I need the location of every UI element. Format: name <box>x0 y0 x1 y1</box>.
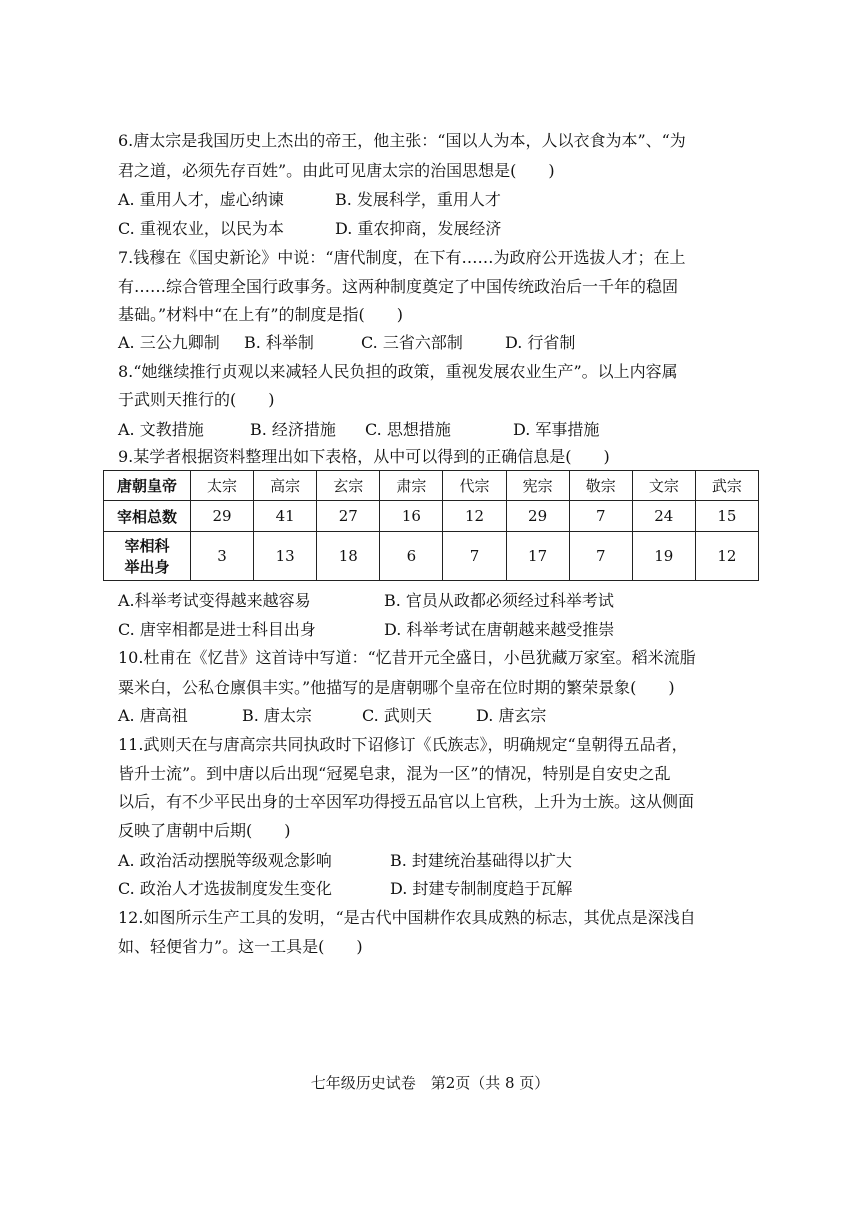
table-cell: 18 <box>317 532 380 581</box>
table-row <box>104 501 759 532</box>
q10-option-c[interactable]: C. 武则天 <box>362 706 432 725</box>
table-cell: 16 <box>380 501 443 532</box>
q8-option-c[interactable]: C. 思想措施 <box>365 420 451 439</box>
table-cell: 15 <box>695 501 758 532</box>
q7-stem-line3: 基础。”材料中“在上有”的制度是指( ) <box>118 305 404 324</box>
table-cell: 19 <box>632 532 695 581</box>
q8-options-row <box>118 420 599 440</box>
table-cell: 27 <box>317 501 380 532</box>
q6-option-b[interactable]: B. 发展科学，重用人才 <box>335 190 501 209</box>
table-cell: 12 <box>443 501 506 532</box>
table-cell: 6 <box>380 532 443 581</box>
q10-option-a[interactable]: A. 唐高祖 <box>118 706 188 725</box>
q7-option-d[interactable]: D. 行省制 <box>505 333 576 352</box>
table-header-cell: 敬宗 <box>569 471 632 501</box>
q8-stem-line2: 于武则天推行的( ) <box>118 390 275 409</box>
q7-option-b[interactable]: B. 科举制 <box>244 333 314 352</box>
table-cell: 12 <box>695 532 758 581</box>
q6-options-row1 <box>118 190 501 210</box>
table-cell: 29 <box>506 501 569 532</box>
table-header-cell: 代宗 <box>443 471 506 501</box>
q11-stem-line1: 11.武则天在与唐高宗共同执政时下诏修订《氏族志》，明确规定“皇朝得五品者， <box>118 735 688 754</box>
q11-stem-line4: 反映了唐朝中后期( ) <box>118 821 291 840</box>
table-cell: 7 <box>569 532 632 581</box>
table-cell: 7 <box>569 501 632 532</box>
table-row-label-line2: 举出身 <box>124 558 170 576</box>
q10-option-b[interactable]: B. 唐太宗 <box>242 706 312 725</box>
q10-stem-line2: 粟米白，公私仓廪俱丰实。”他描写的是唐朝哪个皇帝在位时期的繁荣景象( ) <box>118 678 675 697</box>
q7-stem-line1: 7.钱穆在《国史新论》中说：“唐代制度，在下有……为政府公开选拔人才；在上 <box>118 248 686 267</box>
q9-option-b[interactable]: B. 官员从政都必须经过科举考试 <box>384 591 614 610</box>
table-cell: 41 <box>254 501 317 532</box>
table-header-cell: 宪宗 <box>506 471 569 501</box>
q9-option-c[interactable]: C. 唐宰相都是进士科目出身 <box>118 620 316 639</box>
q11-option-a[interactable]: A. 政治活动摆脱等级观念影响 <box>118 851 332 870</box>
table-header-cell: 文宗 <box>632 471 695 501</box>
table-cell: 17 <box>506 532 569 581</box>
q10-options-row <box>118 706 546 726</box>
table-cell: 24 <box>632 501 695 532</box>
table-cell: 3 <box>191 532 254 581</box>
q11-stem-line3: 以后，有不少平民出身的士卒因军功得授五品官以上官秩，上升为士族。这从侧面 <box>118 792 695 811</box>
table-row-label-line1: 宰相科 <box>124 537 170 555</box>
table-cell: 7 <box>443 532 506 581</box>
table-row-label: 宰相总数 <box>104 501 191 532</box>
q11-options-row2 <box>118 879 572 899</box>
q6-stem-line1: 6.唐太宗是我国历史上杰出的帝王，他主张：“国以人为本，人以衣食为本”、“为 <box>118 131 686 150</box>
q8-stem-line1: 8.“她继续推行贞观以来减轻人民负担的政策，重视发展农业生产”。以上内容属 <box>118 362 678 381</box>
q9-options-row1 <box>118 591 614 611</box>
table-header-cell: 武宗 <box>695 471 758 501</box>
table-header-cell: 肃宗 <box>380 471 443 501</box>
q7-stem-line2: 有……综合管理全国行政事务。这两种制度奠定了中国传统政治后一千年的稳固 <box>118 277 679 296</box>
table-header-cell: 玄宗 <box>317 471 380 501</box>
q9-options-row2 <box>118 620 614 640</box>
q11-stem-line2: 皆升士流”。到中唐以后出现“冠冕皂隶，混为一区”的情况，特别是自安史之乱 <box>118 764 671 783</box>
q9-option-d[interactable]: D. 科举考试在唐朝越来越受推崇 <box>384 620 615 639</box>
q8-option-b[interactable]: B. 经济措施 <box>250 420 336 439</box>
q6-stem-line2: 君之道，必须先存百姓”。由此可见唐太宗的治国思想是( ) <box>118 161 555 180</box>
q6-options-row2 <box>118 219 501 239</box>
q12-stem-line1: 12.如图所示生产工具的发明，“是古代中国耕作农具成熟的标志，其优点是深浅自 <box>118 908 696 927</box>
q9-stem: 9.某学者根据资料整理出如下表格，从中可以得到的正确信息是( ) <box>118 447 610 466</box>
table-row <box>104 532 759 581</box>
q7-options-row <box>118 333 575 353</box>
table-cell: 29 <box>191 501 254 532</box>
q11-option-b[interactable]: B. 封建统治基础得以扩大 <box>390 851 572 870</box>
table-header-cell: 高宗 <box>254 471 317 501</box>
table-header-row <box>104 471 759 501</box>
chancellor-table <box>103 470 759 581</box>
q6-option-c[interactable]: C. 重视农业，以民为本 <box>118 219 284 238</box>
q9-option-a[interactable]: A.科举考试变得越来越容易 <box>118 591 311 610</box>
q8-option-a[interactable]: A. 文教措施 <box>118 420 204 439</box>
q7-option-c[interactable]: C. 三省六部制 <box>361 333 463 352</box>
table-header-cell: 太宗 <box>191 471 254 501</box>
q8-option-d[interactable]: D. 军事措施 <box>513 420 600 439</box>
q12-stem-line2: 如、轻便省力”。这一工具是( ) <box>118 937 363 956</box>
table-row-label <box>104 532 191 581</box>
q11-option-c[interactable]: C. 政治人才选拔制度发生变化 <box>118 879 332 898</box>
q11-options-row1 <box>118 851 572 871</box>
q11-option-d[interactable]: D. 封建专制制度趋于瓦解 <box>390 879 573 898</box>
q6-option-a[interactable]: A. 重用人才，虚心纳谏 <box>118 190 284 209</box>
q10-stem-line1: 10.杜甫在《忆昔》这首诗中写道：“忆昔开元全盛日，小邑犹藏万家室。稻米流脂 <box>118 648 696 667</box>
q10-option-d[interactable]: D. 唐玄宗 <box>476 706 547 725</box>
table-header-cell: 唐朝皇帝 <box>104 471 191 501</box>
q7-option-a[interactable]: A. 三公九卿制 <box>118 333 220 352</box>
page-footer: 七年级历史试卷 第2页（共 8 页） <box>310 1074 550 1092</box>
table-cell: 13 <box>254 532 317 581</box>
q6-option-d[interactable]: D. 重农抑商，发展经济 <box>335 219 502 238</box>
